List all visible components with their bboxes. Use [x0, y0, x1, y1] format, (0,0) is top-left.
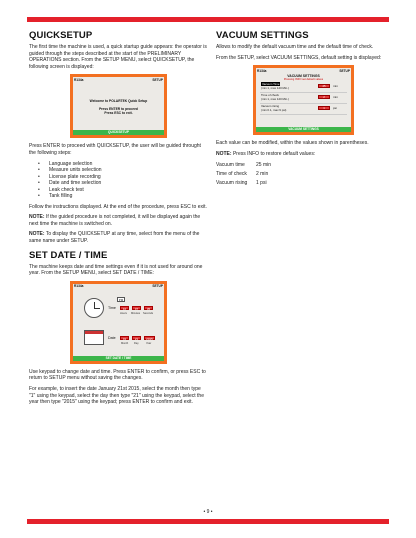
datetime-intro: The machine keeps date and time settings even if it is not used for around one year. From the SETUP MENU, select SET DATE / TIME: — [29, 263, 203, 277]
list-item: • Leak check test — [29, 187, 207, 194]
setting-label: Time of check — [261, 93, 279, 98]
right-column — [216, 30, 391, 188]
calendar-icon — [84, 330, 104, 345]
mode-label: SETUP — [339, 68, 350, 73]
month-caption: Month — [121, 341, 129, 345]
default-value: 1 psi — [256, 180, 267, 187]
minutes-caption: Minutes — [131, 311, 141, 315]
default-key: Vacuum rising — [216, 180, 248, 187]
refrigerant-label: R134a — [74, 77, 84, 82]
note-label: NOTE: — [29, 214, 45, 221]
screen-header — [73, 77, 164, 82]
datetime-example: For example, to insert the date January 21st 2015, select the month then type "1" using the keypad, select the day then type "21" using the keypad, select the year then type "2015" using the keypad; press ENTER to confirm and exit. — [29, 385, 204, 406]
clock-icon — [84, 298, 104, 318]
day-field[interactable]: 21 — [132, 336, 141, 341]
table-row — [216, 179, 271, 188]
datetime-instructions: Use keypad to change date and time. Press ENTER to confirm, or press ESC to return to SETUP menu without saving the changes. — [29, 368, 206, 382]
check-time-row[interactable] — [260, 93, 347, 104]
day-caption: Day — [134, 341, 139, 345]
list-item: • Measure units selection — [29, 167, 207, 174]
note-display — [29, 231, 207, 244]
vacuum-screen — [253, 65, 354, 135]
left-column — [29, 30, 207, 410]
minutes-field[interactable]: 07 — [132, 306, 141, 311]
note-text: If the guided procedure is not completed, it will be displayed again the next time the machine is switched on. — [29, 214, 201, 227]
setting-label: Vacuum Time — [262, 82, 280, 87]
list-item: • Language selection — [29, 161, 207, 168]
note-text: Press INFO to restore default values: — [231, 150, 316, 157]
time-label: Time — [108, 305, 116, 310]
datetime-screen — [70, 281, 167, 364]
seconds-caption: Seconds — [143, 311, 154, 315]
setting-range: (min 0.1, max 9 psi) — [261, 107, 287, 112]
quicksetup-steps-list — [29, 161, 207, 200]
mode-label: SETUP — [152, 284, 163, 289]
setting-label: Vacuum rising — [261, 104, 280, 109]
default-key: Vacuum time — [216, 162, 245, 169]
screen-footer: VACUUM SETTINGS — [256, 127, 351, 132]
setting-value[interactable]: 25 — [318, 84, 330, 88]
quicksetup-steps-intro: Press ENTER to proceed with QUICKSETUP, the user will be guided throught the following steps: — [29, 143, 201, 156]
hours-field[interactable]: 10 — [120, 306, 129, 311]
screen-title: VACUUM SETTINGS — [287, 74, 320, 79]
list-item: • Date and time selection — [29, 180, 207, 187]
exit-line: Press ESC to exit. — [104, 110, 133, 115]
page-number: • 9 • — [203, 509, 213, 515]
vacuum-time-row[interactable] — [260, 82, 347, 93]
month-field[interactable]: 01 — [120, 336, 129, 341]
note-incomplete — [29, 214, 207, 227]
table-row — [216, 170, 271, 179]
default-values-table — [216, 161, 271, 188]
quicksetup-heading: QUICKSETUP — [29, 30, 93, 41]
screen-header — [73, 284, 164, 289]
welcome-line: Welcome to POLARTEK Quick Setup — [89, 99, 148, 104]
list-item: • Tank filling — [29, 193, 207, 200]
vacuum-modify-note: Each value can be modified, within the values shown in parentheses. — [216, 140, 369, 147]
screen-subtitle: Pressing INFO set default values — [283, 78, 324, 82]
note-label: NOTE: — [216, 150, 232, 157]
note-text: To display the QUICKSETUP at any time, select from the menu of the same name under SETUP. — [29, 231, 200, 244]
setting-unit: min — [333, 84, 338, 89]
vacuum-heading: VACUUM SETTINGS — [216, 30, 309, 41]
setting-unit: psi — [333, 106, 337, 111]
setting-range: (min 1, max 120 Min.) — [261, 96, 289, 101]
quicksetup-screen — [70, 74, 167, 138]
screen-footer: SET DATE / TIME — [73, 356, 164, 361]
table-row — [216, 161, 271, 170]
list-item: • License plate recording — [29, 174, 207, 181]
year-caption: Year — [146, 341, 152, 345]
year-field[interactable]: 2015 — [144, 336, 155, 341]
setting-unit: min — [333, 95, 338, 100]
default-value: 2 min — [256, 171, 269, 178]
welcome-message — [73, 99, 164, 115]
bottom-red-rule — [27, 519, 389, 524]
datetime-heading: SET DATE / TIME — [29, 249, 108, 261]
follow-instructions: Follow the instructions displayed. At the end of the procedure, press ESC to exit. — [29, 203, 207, 210]
setting-value[interactable]: 2 — [318, 95, 330, 99]
setting-value[interactable]: 1 — [318, 106, 330, 110]
date-label: Date — [108, 335, 116, 340]
vacuum-intro: Allows to modify the default vacuum time and the default time of check. — [216, 44, 374, 50]
ampm-toggle[interactable]: PM — [118, 297, 124, 302]
mode-label: SETUP — [152, 77, 163, 82]
screen-footer: QUICKSETUP — [73, 130, 164, 135]
default-key: Time of check — [216, 171, 247, 178]
hours-caption: Hours — [120, 311, 127, 315]
default-value: 25 min — [256, 162, 272, 169]
proceed-line: Press ENTER to proceed — [99, 106, 138, 111]
note-label: NOTE: — [29, 231, 45, 238]
screen-header — [256, 68, 351, 73]
refrigerant-label: R134a — [257, 68, 267, 73]
vacuum-select: From the SETUP, select VACUUM SETTINGS, default setting is displayed: — [216, 54, 382, 61]
quicksetup-intro: The first time the machine is used, a quick startup guide appears: the operator is guided through the steps described at the start of the PRELIMINARY OPERATIONS section. From the SETUP MENU, select QUICKSETUP, the following screen is displayed: — [29, 44, 207, 70]
refrigerant-label: R134a — [74, 284, 84, 289]
setting-range: (min 1, max 120 Min.) — [261, 85, 289, 90]
top-red-rule — [27, 17, 389, 22]
seconds-field[interactable]: 35 — [144, 306, 153, 311]
vacuum-rising-row[interactable] — [260, 104, 347, 115]
vacuum-note — [216, 151, 391, 158]
